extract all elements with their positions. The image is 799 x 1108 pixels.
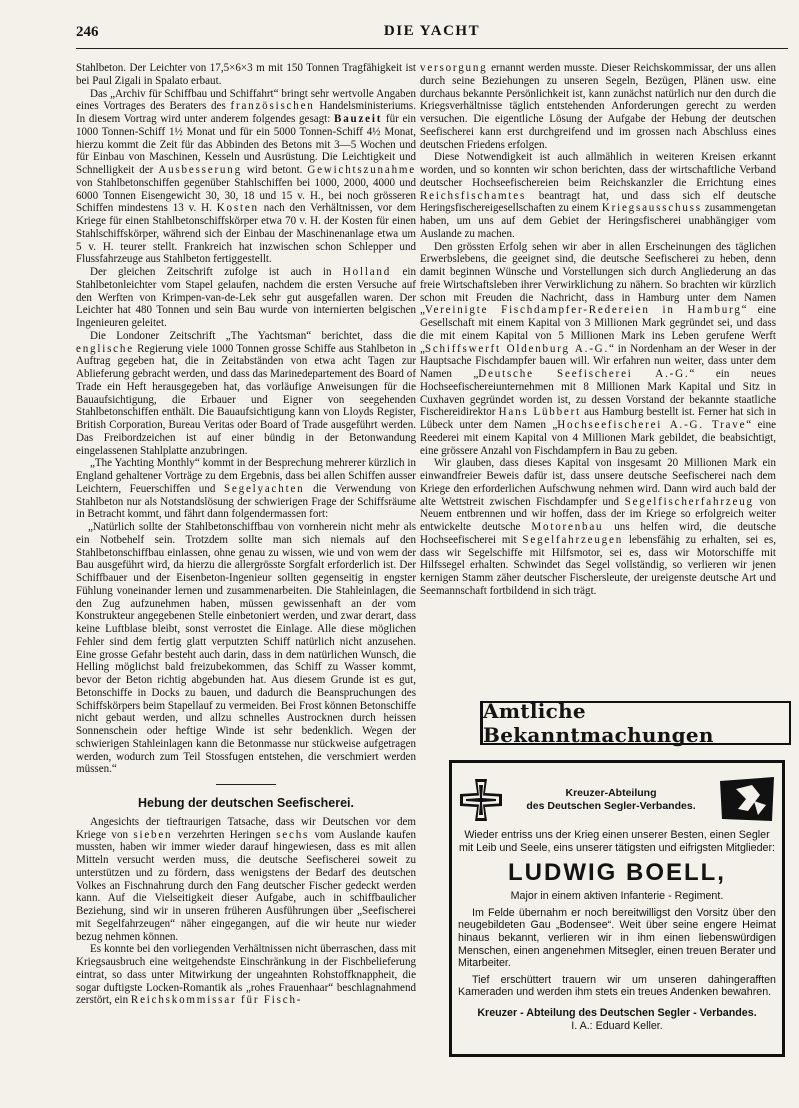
page-header [76,20,788,49]
paragraph: Das „Archiv für Schiffbau und Schiffahrt“ bringt sehr wertvolle Angaben eines Vortrages des Beraters des französischen Handelsministeriums. In diesem Vortrag wird unter anderem folgendes gesagt: Bauzeit für ein 1000 Tonnen-Schiff 1½ Monat und für ein 5000 Tonnen-Schiff 4½ Monat, hierzu kommt die Zeit für das Abbinden des Betons mit 3—5 Wochen und für Einbau von Maschinen, Kesseln und Ausrüstung. Die Leichtigkeit und Schnelligkeit der Ausbesserung wird betont. Gewichtszunahme von Stahlbetonschiffen gegenüber Stahlschiffen bei 1000, 2000, 4000 und 6000 Tonnen Eisengewicht 30, 30, 18 und 15 v. H., bei noch grösseren Schiffen mindestens 13 v. H. Kosten nach den Verhältnissen, vor dem Kriege für einen Stahlbetonschiffskörper etwa 70 v. H. der Kosten für einen Stahlschiffskörper, während sich der Einbau der Maschinenanlage etwa um 5 v. H. teurer stellt. Frankreich hat inzwischen schon Schlepper und Flussfahrzeuge aus Stahlbeton fertiggestellt. [76,87,417,266]
paragraph: „The Yachting Monthly“ kommt in der Besprechung mehrerer kürzlich in England gehaltener Vorträge zu dem Ergebnis, dass bei allen Schiffen ausser Leichtern, Feuerschiffen und Segelyachten die Verwendung von Stahlbeton nur als Notstandslösung der schwierigen Frage der Schiffsräume in Betracht kommt, und fährt dann folgendermassen fort: [76,457,416,521]
quotation [76,521,416,776]
left-column [76,62,416,1007]
quote-text: „Natürlich sollte der Stahlbetonschiffbau von vornherein nicht mehr als ein Notbehelf sein. Trotzdem sollte man sich niemals auf den Stahlbetonschiffbau einlassen, ohne genau zu wissen, wie und von wem der Bau ausgeführt wird, da hierzu die allergrösste Sorgfalt erforderlich ist. Der Schiffbauer und der Eisenbeton-Ingenieur sollten gegenseitig in engster Fühlung voneinander lernen und zusammenarbeiten. Die Stahleinlagen, die den Zug aufzunehmen haben, müssen gewissenhaft an der vom Konstrukteur angegebenen Stelle einbetoniert werden, und zwar derart, dass keine Luftblase bleibt, sonst verrostet die Einlage. Alle diese möglichen Fehler sind dem fertig glatt verputzten Schiff natürlich nicht anzusehen. Eine grosse Gefahr besteht auch darin, dass in dem natürlichen Wunsch, die Helling möglichst bald freizubekommen, das Schiff zu Wasser kommt, bevor der Beton richtig abgebunden hat. Aus diesem Grunde ist es gut, Betonschiffe in Docks zu bauen, und dadurch die Beanspruchungen des Schiffskörpers beim Stapellauf zu vermeiden. Bei Frost können Betonschiffe nicht gebaut werden, und allzu schnelles Austrocknen durch heissen Sonnenschein oder heftige Winde ist sehr bedenklich. Wegen der schwierigen Stahleinlagen kann die Betonmasse nur stückweise aufgetragen werden, wodurch zum Teil Stossfugen entstehen, die verschmiert werden müssen.“ [76,521,416,776]
right-column [420,62,776,598]
paragraph: Die Londoner Zeitschrift „The Yachtsman“ berichtet, dass die englische Regierung viele 1000 Tonnen grosse Schiffe aus Stahlbeton in Auftrag gegeben hat, die in Zeitabständen von etwa acht Tagen zur Ablieferung gebracht werden, und dass das Marinedepartement des Board of Trade ein Heft herausgegeben hat, das vorläufige Anweisungen für die Bauaufsichtigung, die Erbauer und Eigner von seegehenden Stahlbetonschiffen enthält. Die Bauaufsichtigung kann von Lloyds Register, British Corporation, Bureau Veritas oder Board of Trade ausgeführt werden. Das Freibordzeichen ist auf einer bündig in der Betonwandung eingelassenen Stahlplatte anzubringen. [76,329,416,457]
notice-signer: I. A.: Eduard Keller. [571,1019,663,1032]
page-number: 246 [76,24,99,40]
org-name: Kreuzer-Abteilung [565,787,657,799]
announcements-banner: Amtliche Bekanntmachungen [480,701,791,745]
notice-body: Im Felde übernahm er noch bereitwilligst den Vorsitz über den neugebildeten Gau „Bodensee“. Weit über seine engere Heimat hinaus bekannt, verlieren wir in ihm einen liebenswürdigen Menschen, einen angenehmen Mitsegler, einen treuen Berater und Mitarbeiter. [458,906,776,970]
section-heading: Hebung der deutschen Seefischerei. [137,796,355,810]
paragraph: Angesichts der tieftraurigen Tatsache, dass wir Deutschen vor dem Kriege von sieben verzehrten Heringen sechs vom Auslande kaufen mussten, haben wir immer wieder darauf hingewiesen, dass es mit allen Mitteln versucht werden muss, die deutsche Seefischerei soweit zu unterstützen und zu fördern, dass wenigstens der Bedarf des deutschen Volkes an Fischnahrung durch den Fang deutscher Fischer gedeckt werden kann. Auf die Vielseitigkeit dieser Aufgabe, auch in schiffbaulicher Beziehung, sind wir in unseren früheren Ausführungen über „Seefischerei mit Segelfahrzeugen“ näher eingegangen, auf die wir heute nur wieder bezug nehmen können. [76,815,417,943]
paragraph: Diese Notwendigkeit ist auch allmählich in weiteren Kreisen erkannt worden, und so konnten wir schon berichten, dass der wirtschaftliche Verband deutscher Hochseefischereien beim Reichskanzler die Errichtung eines Reichsfischamtes beantragt hat, und dass sich elf deutsche Heringsfischereigesellschaften zu einem Kriegsausschuss zusammengetan haben, um uns auf dem Gebiet der Heringsfischerei unabhängiger vom Auslande zu machen. [420,151,776,240]
paragraph: versorgung ernannt werden musste. Dieser Reichskommissar, der uns allen durch seine Beziehungen zu unseren Segeln, Bezügen, Plänen usw. eine durchaus bekannte Persönlichkeit ist, kann zunächst natürlich nur den durch die Kriegsverhältnisse täglich entstehenden Anforderungen gerecht zu werden versuchen. Die eigentliche Lösung der Aufgabe der Hebung der deutschen Seefischerei kann erst durchgreifend und im grossen nach Abschluss eines deutschen Friedens erfolgen. [420,62,776,151]
iron-cross-icon [458,777,504,823]
paragraph: Wir glauben, dass dieses Kapital von insgesamt 20 Millionen Mark ein einwandfreier Beweis dafür ist, dass unsere deutsche Seefischerei nach dem Kriege den erforderlichen Aufschwung nehmen wird. Dann wird auch bald der alte Wettstreit zwischen Fischdampfer und Segelfischerfahrzeug von Neuem entbrennen und wir hoffen, dass der im Kriege so erfolgreich weiter entwickelte deutsche Motorenbau uns helfen wird, die deutsche Hochseefischerei mit Segelfahrzeugen lebensfähig zu erhalten, sei es, dass wir Segelschiffe mit Hilfsmotor, sei es, dass wir Motorschiffe mit Hilfssegel erhalten. Schwindet das Segel vollständig, so verlieren wir jenen kernigen Stamm zäher deutscher Fischersleute, der ureigenste deutsche Art und Seemannschaft fortbildend in sich trägt. [420,457,777,597]
obituary-notice [449,760,785,1057]
notice-intro: Wieder entriss uns der Krieg einen unserer Besten, einen Segler mit Leib und Seele, eins unserer tätigsten und eifrigsten Mitglieder: [458,829,776,854]
paragraph: Es konnte bei den vorliegenden Verhältnissen nicht überraschen, dass mit Kriegsausbruch eine weitgehendste Einschränkung in der Fischbelieferung eintrat, so dass unter Mitwirkung der ungeahnten Rohstoffknappheit, die sogar duftigste Locken-Romantik als „rohes Frauenhaar“ beschlagnahmend zerstört, ein Reichskommissar für Fisch- [76,943,416,1007]
club-flag-icon [718,775,776,825]
notice-header [504,787,718,813]
section-divider [216,784,276,785]
journal-title: DIE YACHT [383,23,481,39]
org-name-line2: des Deutschen Segler-Verbandes. [526,800,696,812]
notice-signature: Kreuzer - Abteilung des Deutschen Segler - Verbandes. [477,1006,757,1019]
paragraph: Der gleichen Zeitschrift zufolge ist auch in Holland ein Stahlbetonleichter vom Stapel gelaufen, nachdem die ersten Versuche auf den Werften von Krimpen-van-de-Lek sehr gut ausgefallen waren. Der Leichter hat 480 Tonnen und sein Bau wurde von internierten belgischen Ingenieuren geleitet. [76,266,417,329]
paragraph: Stahlbeton. Der Leichter von 17,5×6×3 m mit 150 Tonnen Tragfähigkeit ist bei Paul Zigali in Spalato erbaut. [76,62,416,87]
deceased-rank: Major in einem aktiven Infanterie - Regiment. [510,890,724,903]
notice-body: Tief erschüttert trauern wir um unseren dahingerafften Kameraden und werden ihm stets ein treues Andenken bewahren. [458,973,776,999]
paragraph: Den grössten Erfolg sehen wir aber in allen Erscheinungen des täglichen Erwerbslebens, die geeignet sind, die deutsche Seefischerei zu heben, denn damit beginnen Wünsche und Vorstellungen sich durch Angliederung an das freie Wirtschaftsleben ihrer Verwirklichung zu nähern. So brachten wir kürzlich schon mit Freuden die Nachricht, dass in Hamburg unter dem Namen „Vereinigte Fischdampfer-Redereien in Hamburg“ eine Gesellschaft mit einem Kapital von 3 Millionen Mark gegründet sei, und dass die mit einem Kapital von 5 Millionen Mark ins Leben gerufene Werft „Schiffswerft Oldenburg A.-G.“ in Nordenham an der Weser in der Hauptsache Fischdampfer bauen will. Wir erfahren nun weiter, dass unter dem Namen „Deutsche Seefischerei A.-G.“ ein neues Hochseefischereiunternehmen mit 8 Millionen Mark Kapital und Sitz in Cuxhaven gegründet worden ist, zu dessen Vorstand der bekannte staatliche Fischereidirektor Hans Lübbert aus Hamburg bestellt ist. Ferner hat sich in Lübeck unter dem Namen „Hochseefischerei A.-G. Trave“ eine Reederei mit einem Kapital von 4 Millionen Mark gebildet, die beabsichtigt, eine grössere Anzahl von Fischdampfern in Bau zu geben. [420,240,776,457]
deceased-name: LUDWIG BOELL, [508,859,726,887]
